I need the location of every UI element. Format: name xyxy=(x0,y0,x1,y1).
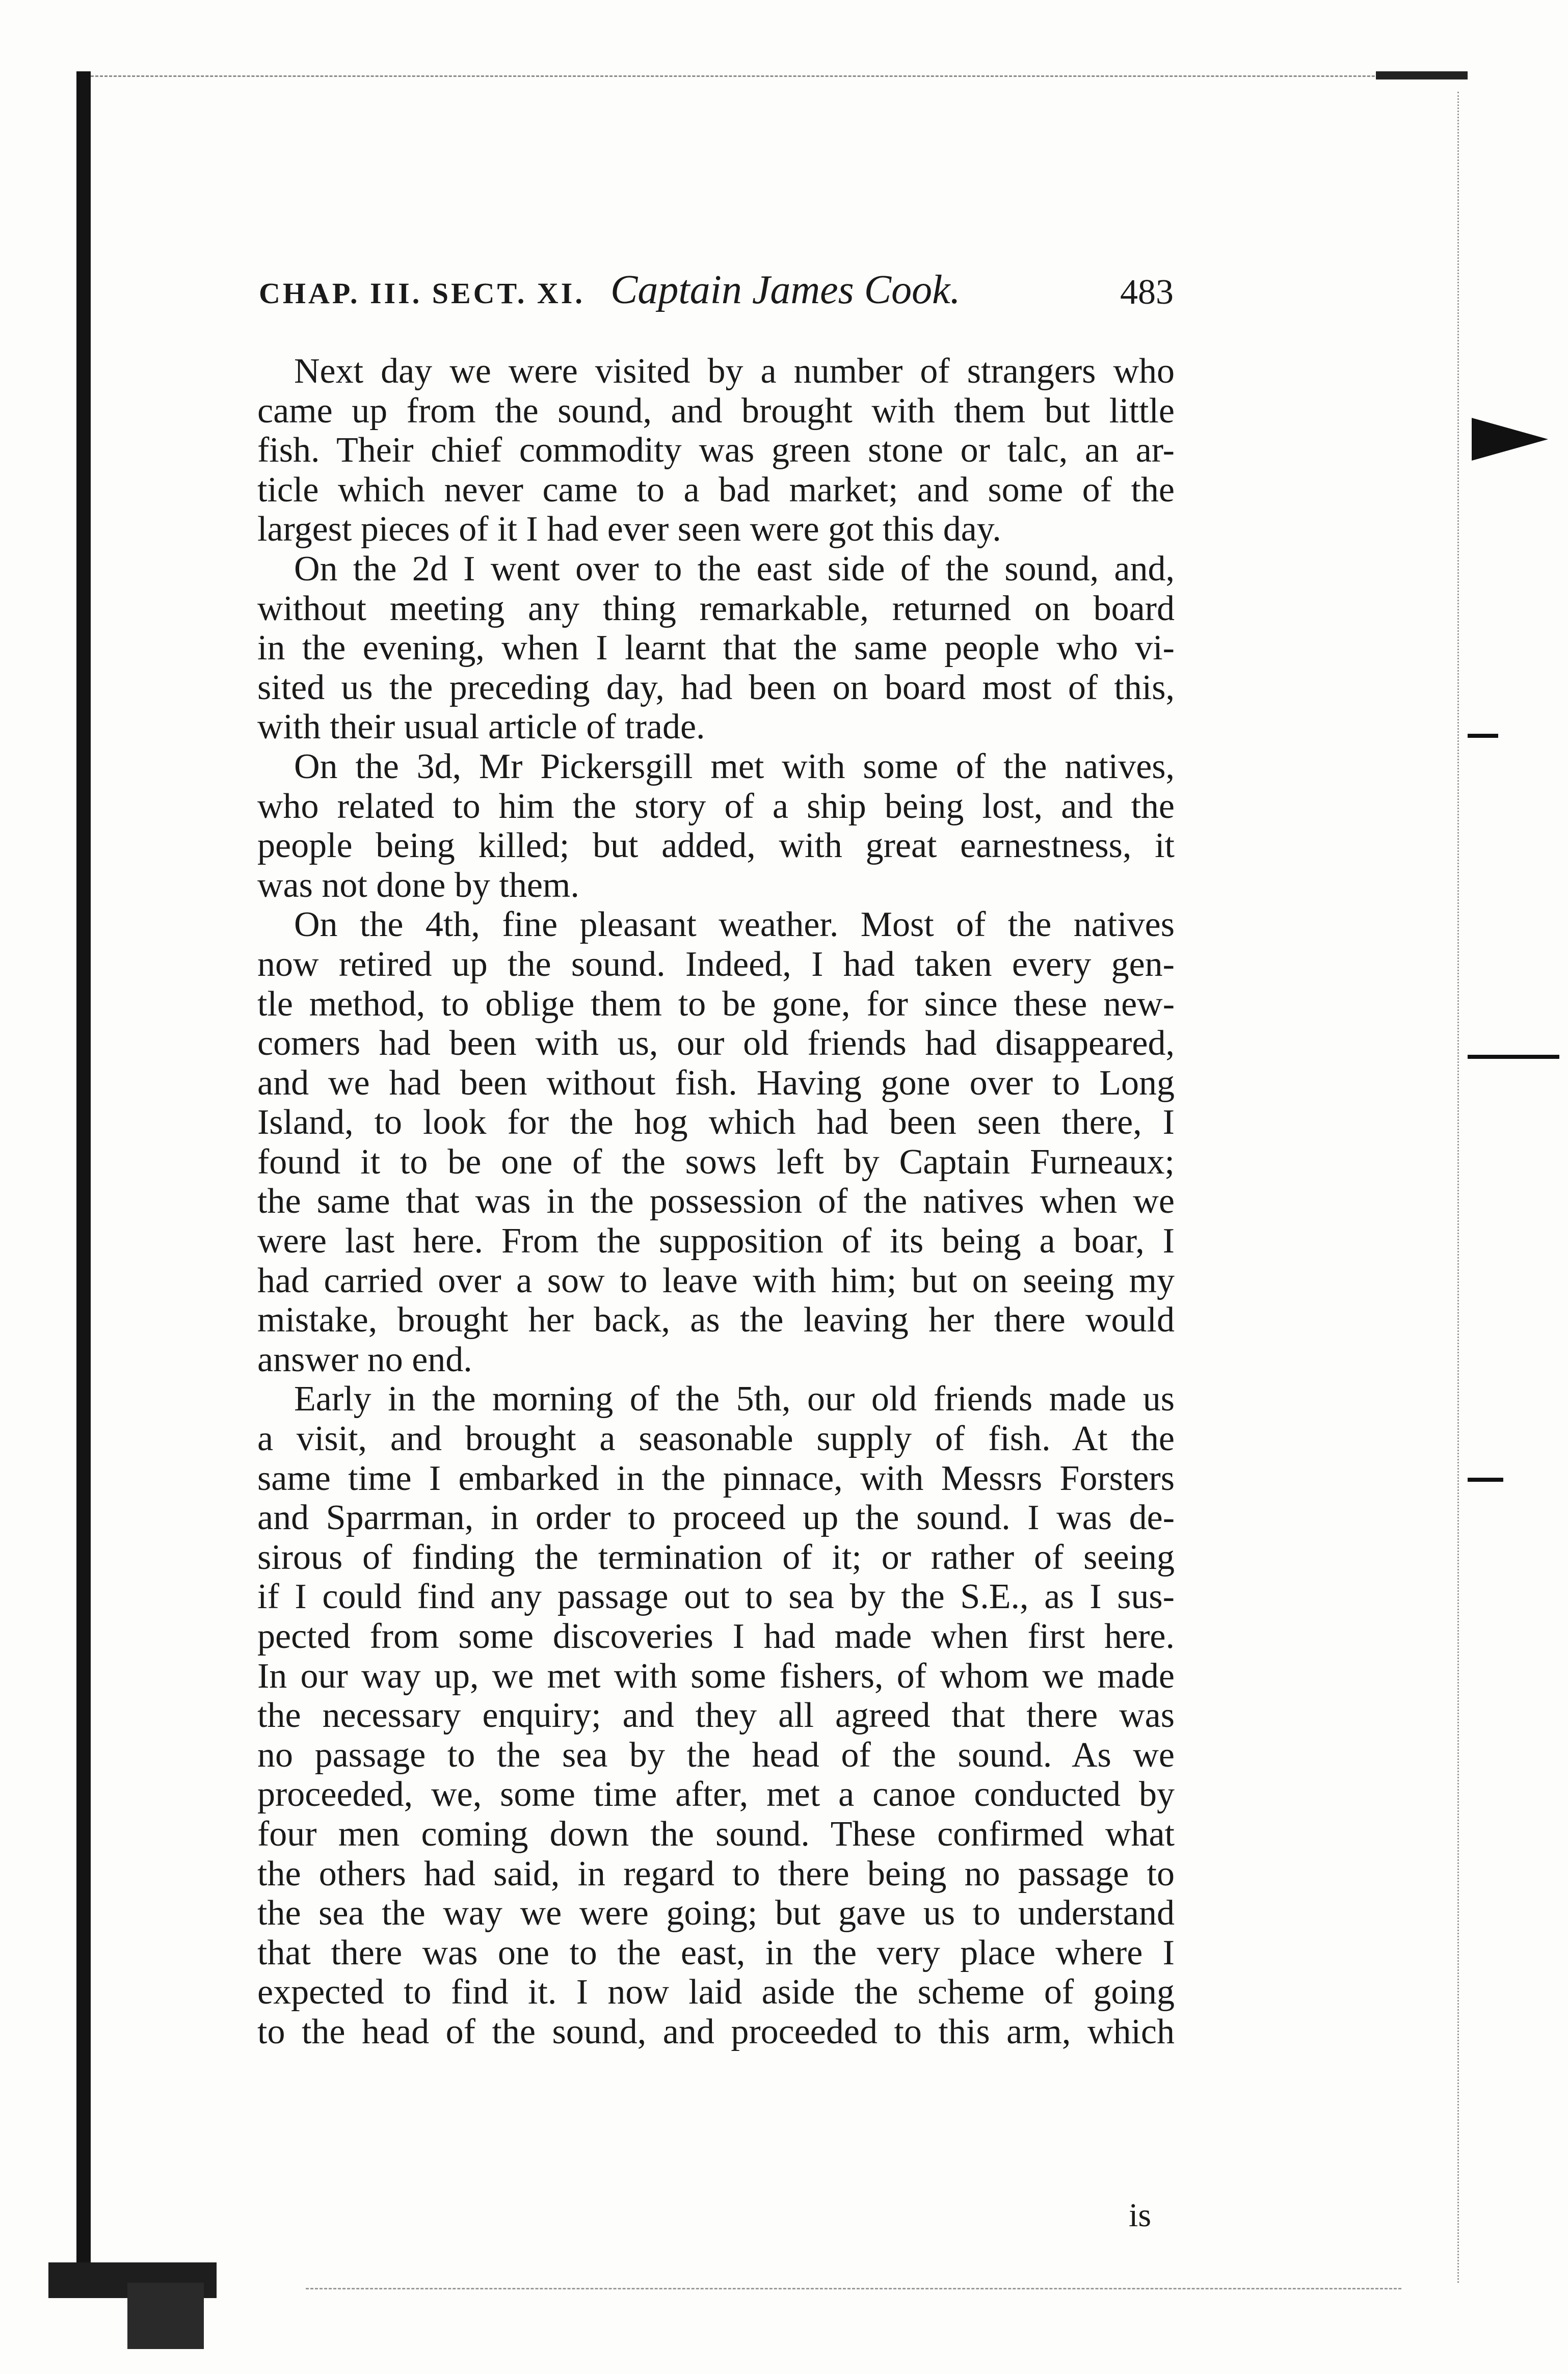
text-line: had carried over a sow to leave with him; but on seeing my xyxy=(257,1261,1175,1300)
text-line: in the evening, when I learnt that the same people who vi- xyxy=(257,628,1175,668)
binding-edge-shadow xyxy=(76,71,91,2278)
running-title: Captain James Cook. xyxy=(610,268,961,312)
text-line: sirous of finding the termination of it; or rather of seeing xyxy=(257,1537,1175,1577)
text-line: with their usual article of trade. xyxy=(257,707,705,747)
binding-edge-foot-mark xyxy=(127,2283,204,2349)
text-line: and we had been without fish. Having gone over to Long xyxy=(257,1063,1175,1103)
text-line: no passage to the sea by the head of the sound. As we xyxy=(257,1735,1175,1775)
body-text xyxy=(257,352,1175,2052)
text-line: sited us the preceding day, had been on board most of this, xyxy=(257,668,1175,707)
text-line: Early in the morning of the 5th, our old friends made us xyxy=(294,1379,1175,1419)
text-line: Next day we were visited by a number of strangers who xyxy=(294,352,1175,391)
text-line: comers had been with us, our old friends had disappeared, xyxy=(257,1024,1175,1063)
text-line: to the head of the sound, and proceeded to this arm, which xyxy=(257,2012,1175,2051)
chapter-section-label: CHAP. III. SECT. XI. xyxy=(259,277,585,310)
text-line: the same that was in the possession of the natives when we xyxy=(257,1182,1175,1221)
text-line: four men coming down the sound. These confirmed what xyxy=(257,1814,1175,1854)
text-line: ticle which never came to a bad market; and some of the xyxy=(257,470,1175,510)
text-line: In our way up, we met with some fishers, of whom we made xyxy=(257,1656,1175,1696)
text-line: the sea the way we were going; but gave us to understand xyxy=(257,1893,1175,1933)
running-head xyxy=(259,265,1174,316)
scan-right-edge xyxy=(1457,92,1464,2283)
text-line: people being killed; but added, with great earnestness, it xyxy=(257,826,1175,866)
text-line: On the 2d I went over to the east side of the sound, and, xyxy=(294,549,1175,589)
text-line: the necessary enquiry; and they all agreed that there was xyxy=(257,1696,1175,1736)
text-line: and Sparrman, in order to proceed up the sound. I was de- xyxy=(257,1498,1175,1538)
catchword: is xyxy=(1129,2197,1152,2234)
text-line: On the 4th, fine pleasant weather. Most of the natives xyxy=(294,905,1175,945)
page-edge-tick xyxy=(1468,1478,1503,1482)
text-line: same time I embarked in the pinnace, with Messrs Forsters xyxy=(257,1458,1175,1498)
text-line: were last here. From the supposition of its being a boar, I xyxy=(257,1221,1175,1261)
page-tab-arrow-icon xyxy=(1472,418,1548,461)
text-line: now retired up the sound. Indeed, I had taken every gen- xyxy=(257,944,1175,984)
text-line: proceeded, we, some time after, met a canoe conducted by xyxy=(257,1775,1175,1815)
text-line: On the 3d, Mr Pickersgill met with some of the natives, xyxy=(294,746,1175,786)
text-line: fish. Their chief commodity was green stone or talc, an ar- xyxy=(257,431,1175,470)
text-line: mistake, brought her back, as the leaving her there would xyxy=(257,1300,1175,1340)
text-line: tle method, to oblige them to be gone, for since these new- xyxy=(257,984,1175,1024)
page-number: 483 xyxy=(1120,273,1174,312)
text-line: largest pieces of it I had ever seen were got this day. xyxy=(257,510,1001,549)
text-line: expected to find it. I now laid aside the scheme of going xyxy=(257,1972,1175,2012)
text-line: that there was one to the east, in the very place where I xyxy=(257,1933,1175,1972)
text-line: found it to be one of the sows left by Captain Furneaux; xyxy=(257,1142,1175,1182)
text-line: was not done by them. xyxy=(257,865,579,905)
page-edge-tick xyxy=(1468,734,1498,738)
scan-top-mark xyxy=(1376,71,1468,79)
text-line: the others had said, in regard to there being no passage to xyxy=(257,1854,1175,1893)
text-line: who related to him the story of a ship being lost, and the xyxy=(257,786,1175,826)
text-line: a visit, and brought a seasonable supply of fish. At the xyxy=(257,1419,1175,1459)
text-line: without meeting any thing remarkable, returned on board xyxy=(257,589,1175,628)
text-line: came up from the sound, and brought with them but little xyxy=(257,391,1175,431)
text-line: if I could find any passage out to sea by the S.E., as I sus- xyxy=(257,1577,1175,1617)
text-line: answer no end. xyxy=(257,1340,472,1379)
page-edge-tick xyxy=(1468,1055,1559,1059)
scan-bottom-edge xyxy=(306,2288,1401,2289)
text-line: Island, to look for the hog which had been seen there, I xyxy=(257,1103,1175,1142)
scan-top-edge xyxy=(91,75,1467,77)
text-line: pected from some discoveries I had made when first here. xyxy=(257,1617,1175,1656)
